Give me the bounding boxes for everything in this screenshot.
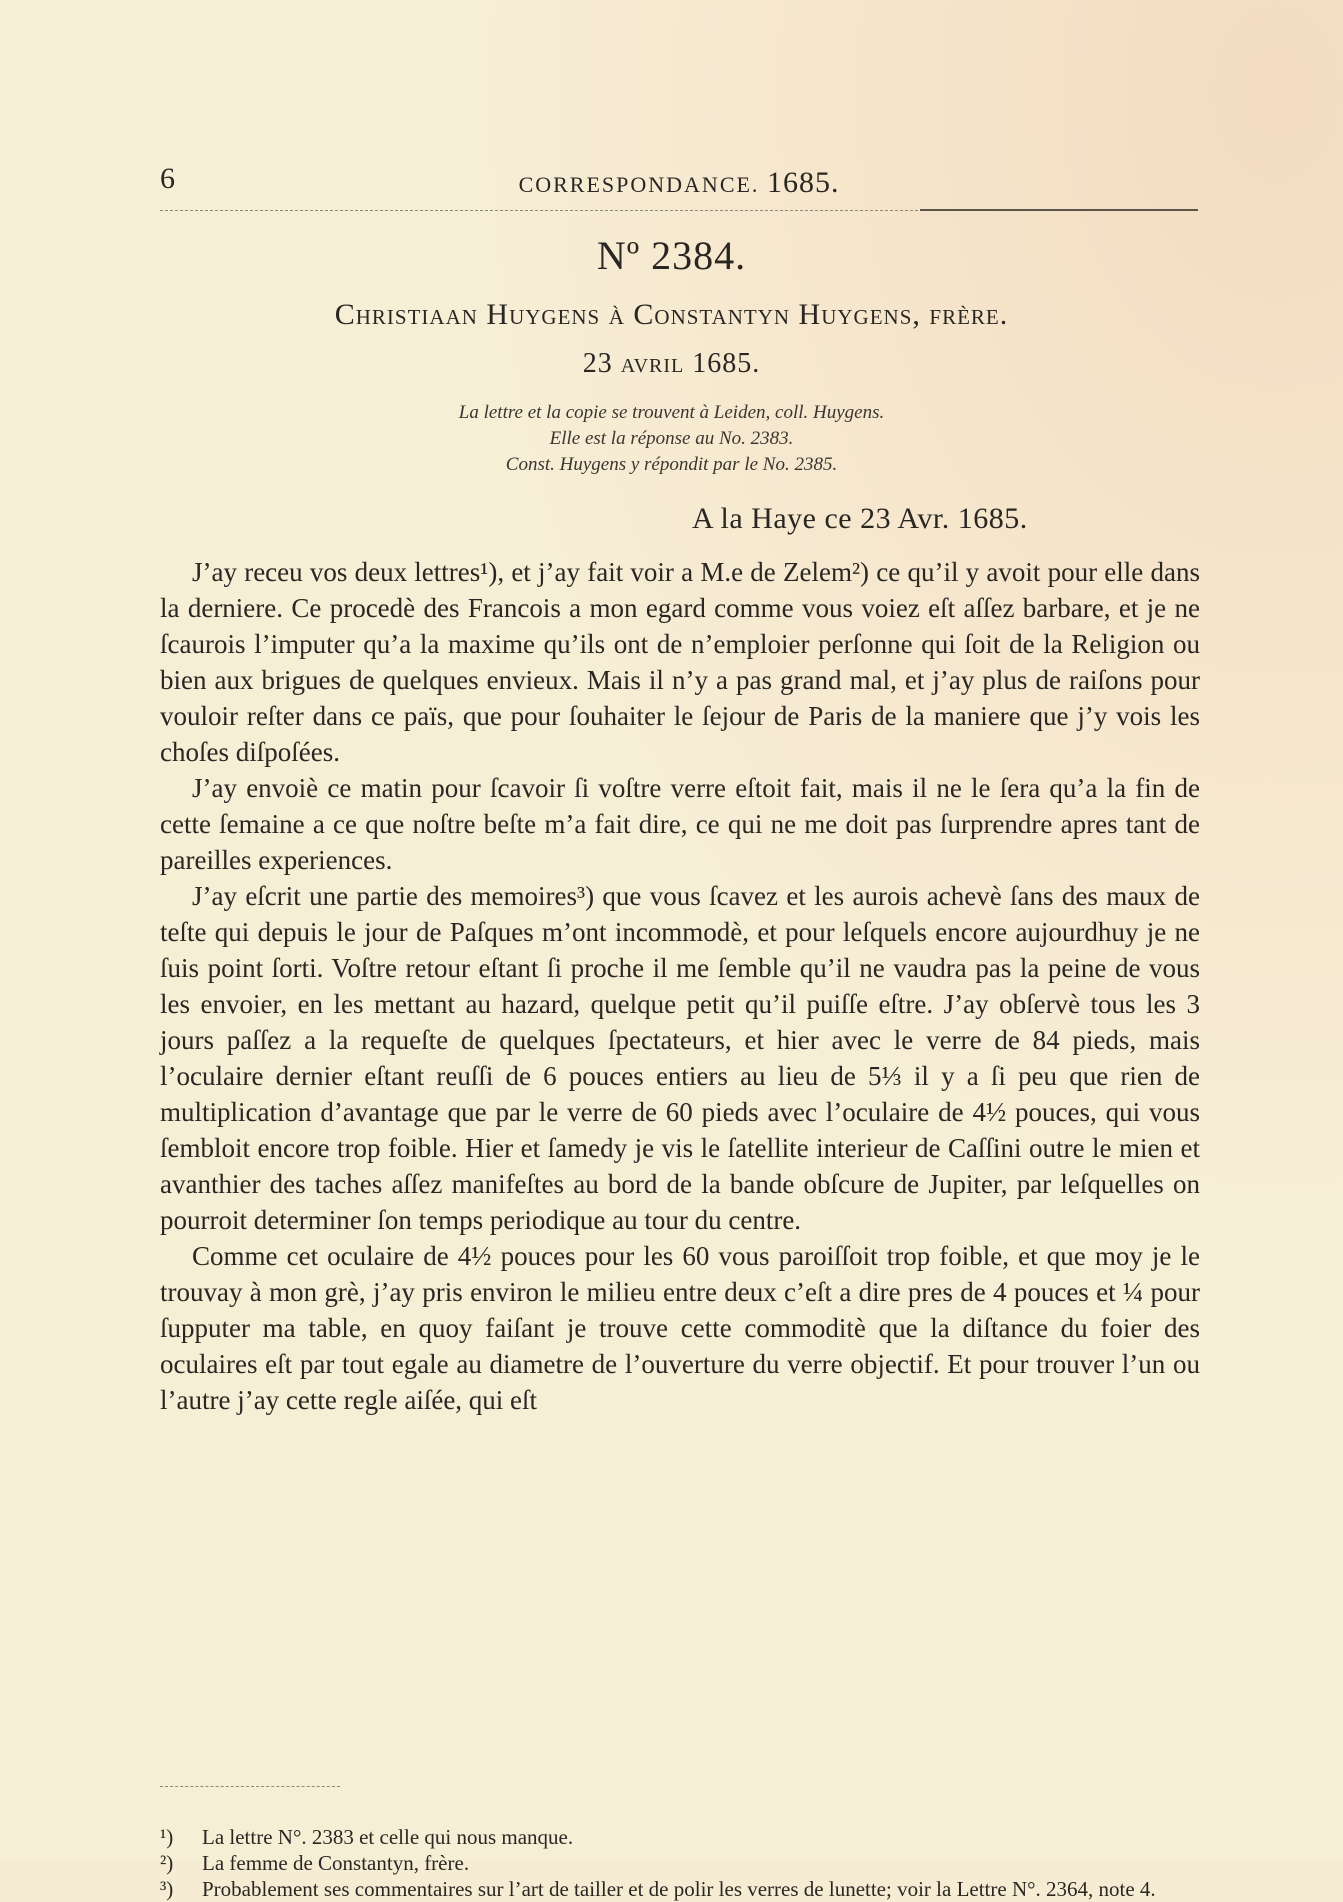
page-header [160,162,1198,202]
body-paragraph: Comme cet oculaire de 4½ pouces pour les 60 vous paroiſſoit trop foible, et que moy je le trouvay à mon grè, j’ay pris environ le milieu entre deux c’eſt a dire pres de 4 pouces et ¼ pour ſupputer ma table, en quoy faiſant je trouve cette commoditè que la diſtance du foier des oculaires eſt par tout egale au diametre de l’ouverture du verre objectif. Et pour trouver l’un ou l’autre j’ay cette regle aiſée, qui eſt [160,1241,1200,1415]
footnote-mark: ¹) [160,1825,174,1849]
letter-date-month: avril [620,348,685,379]
running-title-text: CORRESPONDANCE. [518,172,760,197]
letter-number: Nº 2384. [596,233,747,278]
running-title [160,166,1198,200]
footnote-mark: ³) [160,1877,174,1901]
letter-date [0,348,1343,380]
header-rule-solid [920,209,1198,211]
source-notes [0,400,1343,478]
source-note: La lettre et la copie se trouvent à Leiden, coll. Huygens. [458,402,885,423]
body-paragraph: J’ay envoiè ce matin pour ſcavoir ſi voſtre verre eſtoit fait, mais il ne le ſera qu’a la fin de cette ſemaine a ce que noſtre beſte m’a fait dire, ce qui ne me doit pas ſurprendre apres tant de pareilles experiences. [160,773,1200,875]
footnote [160,1876,1200,1902]
footnote-text: Probablement ses commentaires sur l’art de tailler et de polir les verres de lunette; voir la Lettre N°. 2364, note 4. [202,1877,1156,1901]
letter-title: Christiaan Huygens à Constantyn Huygens, frère. [334,298,1009,331]
footnote-text: La femme de Constantyn, frère. [202,1851,470,1875]
footnote-mark: ²) [160,1851,174,1875]
source-note: Elle est la réponse au No. 2383. [549,428,794,449]
letter-date-day: 23 [582,348,613,379]
letter-date-year: 1685. [692,348,761,379]
body-paragraph: J’ay receu vos deux lettres¹), et j’ay fait voir a M.e de Zelem²) ce qu’il y avoit pour elle dans la derniere. Ce procedè des Francois a mon egard comme vous voiez eſt aſſez barbare, et je ne ſcaurois l’imputer qu’a la maxime qu’ils ont de n’emploier perſonne qui ſoit de la Religion ou bien aux brigues de quelques envieux. Mais il n’y a pas grand mal, et j’ay plus de raiſons pour vouloir reſter dans ce païs, que pour ſouhaiter le ſejour de Paris de la maniere que j’y vois les choſes diſpoſées. [160,557,1200,767]
running-title-year: 1685. [766,166,840,199]
footnote-text: La lettre N°. 2383 et celle qui nous manque. [202,1825,574,1849]
footnote [160,1850,1200,1876]
footnote [160,1824,1200,1850]
letter-body [160,554,1200,1418]
place-date-line: A la Haye ce 23 Avr. 1685. [692,502,1028,535]
page-number: 6 [160,162,175,195]
footnotes [160,1824,1200,1902]
footnote-rule [160,1786,340,1787]
source-note: Const. Huygens y répondit par le No. 2385. [505,454,838,475]
body-paragraph: J’ay eſcrit une partie des memoires³) que vous ſcavez et les aurois achevè ſans des maux de teſte qui depuis le jour de Paſques m’ont incommodè, et pour leſquels encore aujourdhuy je ne ſuis point ſorti. Voſtre retour eſtant ſi proche il me ſemble qu’il ne vaudra pas la peine de vous les envoier, en les mettant au hazard, quelque petit qu’il puiſſe eſtre. J’ay obſervè tous les 3 jours paſſez a la requeſte de quelques ſpectateurs, et hier avec le verre de 84 pieds, mais l’oculaire dernier eſtant reuſſi de 6 pouces entiers au lieu de 5⅓ il y a ſi peu que rien de multiplication d’avantage que par le verre de 60 pieds avec l’oculaire de 4½ pouces, qui vous ſembloit encore trop foible. Hier et ſamedy je vis le ſatellite interieur de Caſſini outre le mien et avanthier des taches aſſez manifeſtes au bord de la bande obſcure de Jupiter, par leſquelles on pourroit determiner ſon temps periodique au tour du centre. [160,881,1200,1235]
